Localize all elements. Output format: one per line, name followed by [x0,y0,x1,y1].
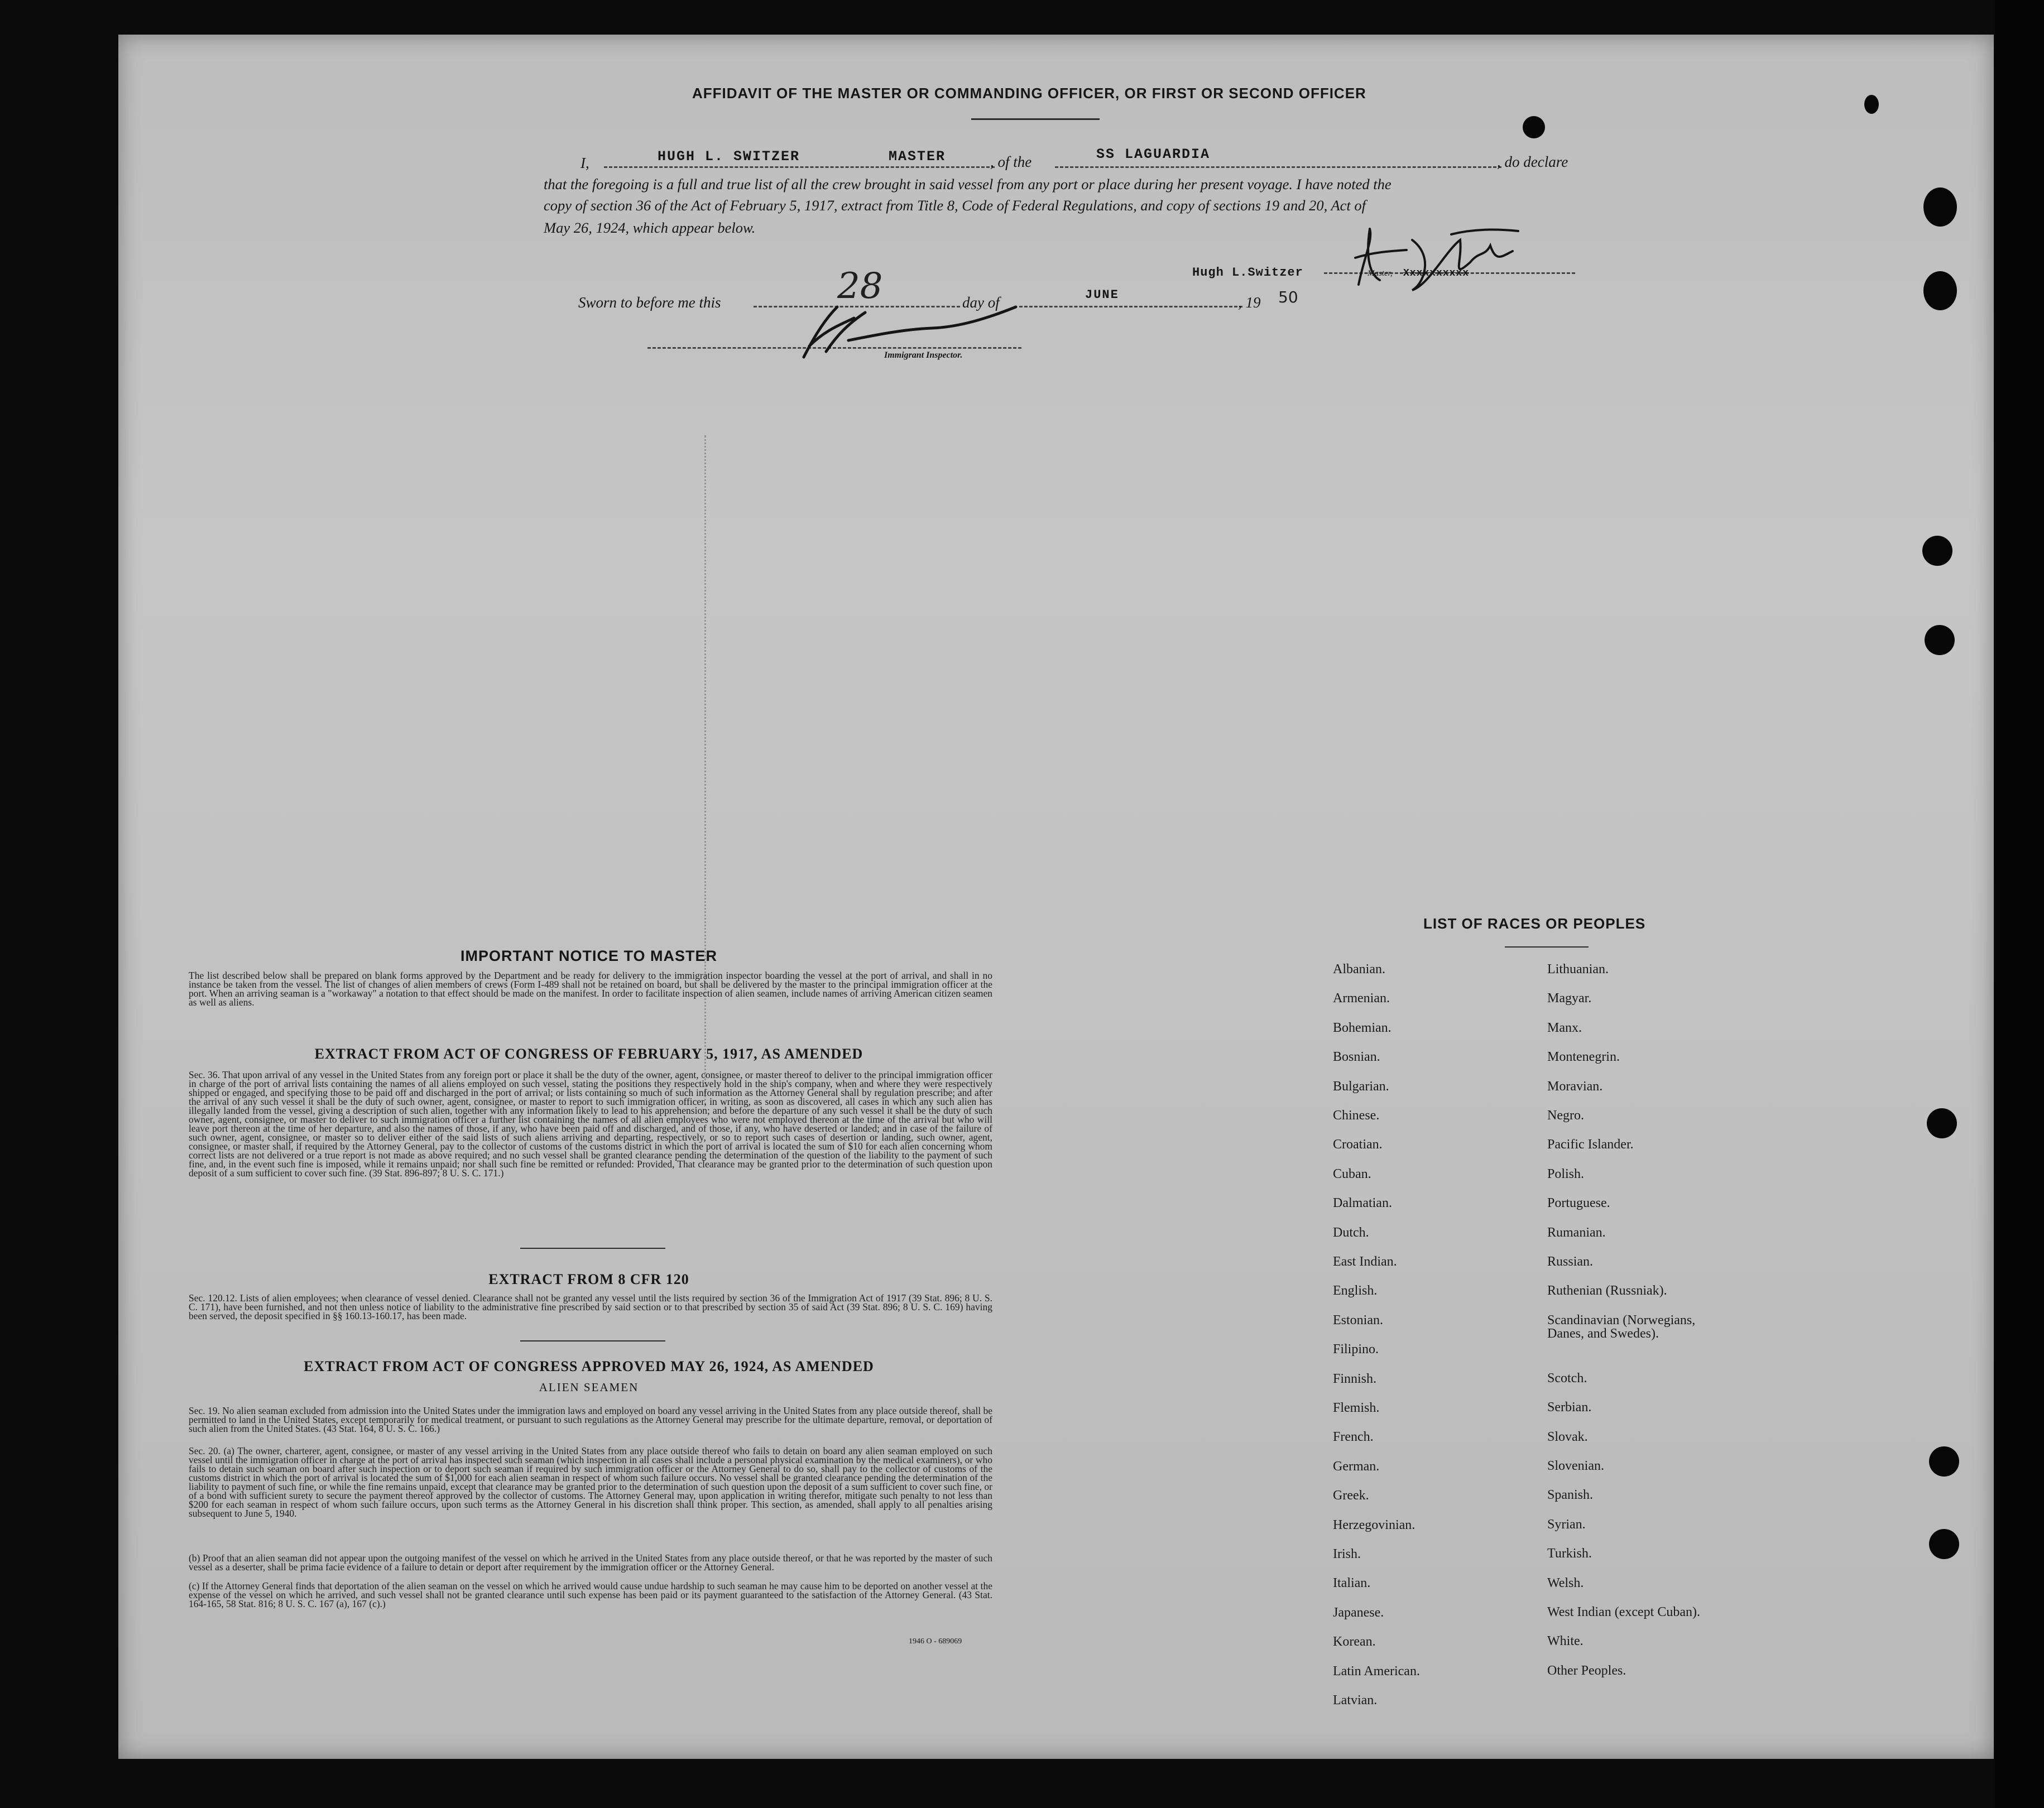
extract-1924-sec19: Sec. 19. No alien seaman excluded from admission into the United States under the immigration laws and employed on board any vessel arriving in the United States from any place outside thereof, shall be permitted to land in the United States, except temporarily for medical treatment, or pursuant to such regulations as the Attorney General may prescribe for the ultimate departure, removal, or deportation of such alien from the United States. (43 Stat. 164, 8 U. S. C. 166.) [189,1405,992,1434]
binder-hole [1929,1529,1959,1559]
extract-1917-title: EXTRACT FROM ACT OF CONGRESS OF FEBRUARY 5, 1917, AS AMENDED [314,1046,863,1062]
binder-hole [1929,1446,1959,1477]
race-item: Bulgarian. [1333,1079,1389,1094]
race-item: White. [1547,1634,1584,1649]
extract-cfr-text: Sec. 120.12. Lists of alien employees; when clearance of vessel denied. Clearance shall not be granted any vessel until the lists required by section 36 of the Immigration Act of 1917 (39 Stat. 896; 8 U. S. C. 171), have been furnished, and not then unless notice of liability to the administrative fine prescribed by said section or to that prescribed by section 35 of said Act (39 Stat. 896; 8 U. S. C. 169) having been served, the deposit specified in §§ 160.13-160.17, has been made. [189,1292,992,1321]
race-item: Scotch. [1547,1371,1587,1386]
binder-hole [1922,536,1952,566]
affidavit-line-3: copy of section 36 of the Act of February 5, 1917, extract from Title 8, Code of Federal Regulations, and copy of sections 19 and 20, Act of [544,197,1366,214]
race-item: Albanian. [1333,962,1385,977]
race-item: Pacific Islander. [1547,1137,1634,1152]
day-of-text: day of [962,294,1000,311]
race-item: Manx. [1547,1020,1582,1035]
name-underline [604,166,995,168]
extract-1924-subtitle: ALIEN SEAMEN [539,1381,639,1394]
race-item: Bohemian. [1333,1020,1392,1035]
race-item: Moravian. [1547,1079,1603,1094]
race-item: Scandinavian (Norwegians, [1547,1312,1696,1328]
print-code: 1946 O - 689069 [909,1637,962,1646]
of-the-text: , of the [990,153,1032,170]
race-item: Cuban. [1333,1166,1371,1181]
officer-name: HUGH L. SWITZER [658,148,800,165]
month-underline [1019,306,1242,307]
typed-signature: Hugh L.Switzer [1192,266,1303,280]
officer-rank: MASTER [889,148,946,165]
struck-text: Xxxxxxxxxx [1403,268,1470,279]
sworn-day: 28 [837,266,883,307]
race-item: Syrian. [1547,1517,1586,1532]
race-item: Irish. [1333,1547,1361,1561]
race-item: Latin American. [1333,1663,1420,1679]
sworn-month: JUNE [1085,288,1119,302]
notice-title: IMPORTANT NOTICE TO MASTER [460,948,717,964]
race-item: Slovenian. [1547,1459,1604,1473]
vessel-underline [1055,166,1501,168]
races-title-rule [1505,946,1589,948]
affidavit-line-4: May 26, 1924, which appear below. [544,219,756,236]
binder-hole [1523,116,1545,138]
race-item: Bosnian. [1333,1050,1380,1065]
vessel-name: SS LAGUARDIA [1096,146,1211,162]
race-item: Turkish. [1547,1546,1592,1561]
affidavit-pronoun: I, [580,155,589,171]
race-item: Magyar. [1547,991,1592,1006]
year-suffix: 50 [1278,288,1298,306]
race-item: Other Peoples. [1547,1663,1626,1678]
race-item: East Indian. [1333,1254,1397,1269]
race-item: English. [1333,1283,1378,1299]
master-signature [1351,218,1552,301]
extract-1924-sec20a: Sec. 20. (a) The owner, charterer, agent, consignee, or master of any vessel arriving in the United States from any place outside thereof who fails to detain on board any alien seaman employed on such vessel until the immigration officer in charge at the port of arrival has inspected such seaman (which inspection in all cases shall include a personal physical examination by the medical examiners), or who fails to detain such seaman on board after such inspection or to deport such seaman if required by such immigration officer or the Attorney General to do so, shall pay to the collector of customs of the customs district in which the port of arrival is located the sum of $1,000 for each alien seaman in respect of whom such failure occurs. No vessel shall be granted clearance pending the determination of the liability to payment of such fine, or while the fine remains unpaid, except that clearance may be granted prior to the determination of such question upon the deposit of a sum sufficient to cover such fine, or of a bond with sufficient surety to secure the payment thereof approved by the collector of customs. The Attorney General may, upon application in writing therefor, mitigate such penalty to not less than $200 for each seaman in respect of whom such failure occurs, upon such terms as the Attorney General in his discretion shall think proper. This section, as amended, shall apply to all penalties arising subsequent to June 5, 1940. [189,1445,992,1519]
race-item: Dutch. [1333,1225,1369,1240]
race-item: Ruthenian (Russniak). [1547,1283,1667,1299]
race-item: Finnish. [1333,1371,1377,1386]
title-rule [971,118,1100,120]
race-item: Serbian. [1547,1400,1592,1415]
race-item: Welsh. [1547,1575,1584,1590]
race-item: German. [1333,1459,1380,1474]
binder-hole [1864,95,1879,114]
inspector-label: Immigrant Inspector. [884,350,963,360]
race-item: Portuguese. [1547,1196,1610,1211]
section-rule [520,1248,665,1249]
scan-edge-shadow [1995,0,2044,1808]
race-item: Dalmatian. [1333,1196,1392,1211]
race-item: Chinese. [1333,1108,1380,1123]
binder-hole [1923,187,1957,227]
race-item: Armenian. [1333,991,1390,1006]
race-item: Lithuanian. [1547,962,1609,977]
race-item: Spanish. [1547,1488,1594,1503]
race-item: Polish. [1547,1166,1585,1181]
binder-hole [1927,1108,1957,1138]
affidavit-line-2: that the foregoing is a full and true list of all the crew brought in said vessel from any port or place during her present voyage. I have noted the [544,176,1392,193]
race-item: Slovak. [1547,1429,1588,1444]
race-item: Filipino. [1333,1342,1379,1357]
binder-hole [1923,271,1957,310]
extract-1924-sec20c: (c) If the Attorney General finds that deportation of the alien seaman on the vessel on which he arrived would cause undue hardship to such seaman he may cause him to be deported on another vessel at the expense of the vessel on which he arrived, and such vessel shall not be granted clearance until such expense has been paid or its payment guaranteed to the satisfaction of the Attorney General. (43 Stat. 164-165, 58 Stat. 816; 8 U. S. C. 167 (a), 167 (c).) [189,1580,992,1609]
race-item: West Indian (except Cuban). [1547,1605,1700,1619]
race-item: French. [1333,1430,1374,1445]
race-item: Negro. [1547,1108,1584,1123]
do-declare-text: , do declare [1497,153,1568,170]
race-item: Korean. [1333,1634,1376,1650]
sworn-label: Sworn to before me this [578,294,721,311]
master-label: Master, [1368,269,1393,278]
race-item: Greek. [1333,1488,1369,1503]
race-item: Estonian. [1333,1312,1383,1328]
race-item: Japanese. [1333,1605,1384,1620]
race-item: Croatian. [1333,1137,1383,1152]
race-item: Montenegrin. [1547,1050,1620,1065]
extract-1917-text: Sec. 36. That upon arrival of any vessel in the United States from any foreign port or place it shall be the duty of the owner, agent, consignee, or master thereof to deliver to the principal immigration officer in charge of the port of arrival lists containing the names of all aliens employed on such vessel, stating the positions they respectively hold in the ship's company, when and where they were respectively shipped or engaged, and specifying those to be paid off and discharged in the port of arrival; or lists containing so much of such information as the Attorney General shall by regulation prescribe; and after the arrival of any such vessel it shall be the duty of such owner, agent, consignee, or master to report to such immigration officer, in writing, as soon as discovered, all cases in which any such alien has illegally landed from the vessel, giving a description of such alien, together with any information likely to lead to his apprehension; and before the departure of any such vessel it shall be the duty of such owner, agent, consignee, or master to deliver to such immigration officer a further list containing the names of all alien employees who were not employed thereon at the time of the arrival but who will leave port thereon at the time of her departure, and also the names of those, if any, who have been paid off and discharged, and of those, if any, who have deserted or landed; and in case of the failure of such owner, agent, consignee, or master so to deliver either of the said lists of such aliens arriving and departing, respectively, or so to report such cases of desertion or landing, such owner, agent, consignee, or master shall, if required by the Attorney General, pay to the collector of customs of the customs district in which the port of arrival is located the sum of $10 for each alien concerning whom correct lists are not delivered or a true report is not made as above required; and no such vessel shall be granted clearance pending the determination of the question of the liability to the payment of such fine, and, in the event such fine is imposed, while it remains unpaid; nor shall such fine be remitted or refunded: Provided, That clearance may be granted prior to the determination of such question upon deposit of a sum sufficient to cover such fine. (39 Stat. 896-897; 8 U. S. C. 171.) [189,1069,992,1179]
race-item: Latvian. [1333,1693,1378,1708]
binder-hole [1925,625,1955,655]
race-item: Danes, and Swedes). [1547,1326,1659,1341]
extract-cfr-title: EXTRACT FROM 8 CFR 120 [488,1271,689,1287]
section-rule [520,1340,665,1341]
race-item: Italian. [1333,1576,1371,1591]
race-item: Herzegovinian. [1333,1517,1416,1532]
year-prefix: , 19 [1238,294,1261,311]
notice-text: The list described below shall be prepared on blank forms approved by the Department and be ready for delivery to the immigration inspector boarding the vessel at the port of arrival, and shall in no instance be taken from the vessel. The list of changes of alien members of crews (Form I-489 shall not be retained on board, but shall be delivered by the master to the principal immigration officer at the port. When an arriving seaman is a "workaway" a notation to that effect should be made on the manifest. In order to facilitate inspection of alien seamen, include names of arriving American citizen seamen as well as aliens. [189,970,992,1008]
extract-1924-title: EXTRACT FROM ACT OF CONGRESS APPROVED MAY 26, 1924, AS AMENDED [304,1358,874,1374]
race-item: Russian. [1547,1254,1594,1269]
affidavit-title: AFFIDAVIT OF THE MASTER OR COMMANDING OFFICER, OR FIRST OR SECOND OFFICER [692,85,1366,102]
race-item: Flemish. [1333,1401,1380,1415]
race-item: Rumanian. [1547,1225,1606,1240]
races-title: LIST OF RACES OR PEOPLES [1423,915,1646,932]
extract-1924-sec20b: (b) Proof that an alien seaman did not appear upon the outgoing manifest of the vessel on which he arrived in the United States from any place outside thereof, or that he was reported by the master of such vessel as a deserter, shall be prima facie evidence of a failure to detain or deport after requirement by the immigration officer or the Attorney General. [189,1552,992,1573]
